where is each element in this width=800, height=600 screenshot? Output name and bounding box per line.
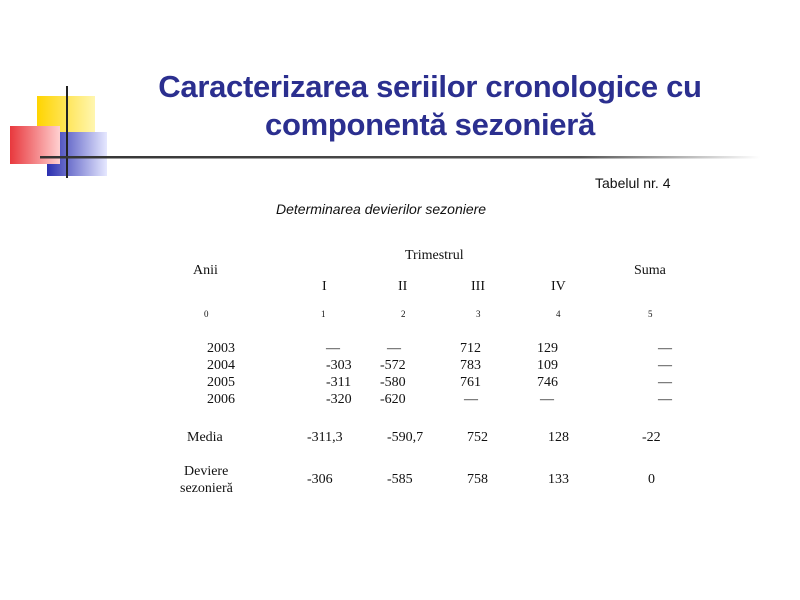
table-cell: 109 — [537, 358, 558, 373]
table-cell: -306 — [307, 472, 333, 487]
table-cell: -572 — [380, 358, 406, 373]
table-cell: -311 — [326, 375, 352, 390]
table-cell: — — [326, 341, 340, 356]
table-cell: 752 — [467, 430, 488, 445]
table-cell: — — [387, 341, 401, 356]
table-cell: — — [658, 341, 672, 356]
horizontal-rule — [40, 156, 760, 159]
title-line-2: componentă sezonieră — [265, 107, 595, 142]
table-cell: — — [658, 358, 672, 373]
table-cell: 761 — [460, 375, 481, 390]
table-row-year: 2003 — [207, 341, 235, 356]
table-row-year: 2004 — [207, 358, 235, 373]
table-cell: 746 — [537, 375, 558, 390]
quarter-iii: III — [471, 279, 485, 294]
quarter-ii: II — [398, 279, 408, 294]
table-caption: Determinarea devierilor sezoniere — [276, 201, 487, 217]
table-cell: -620 — [380, 392, 406, 407]
media-label: Media — [187, 430, 223, 445]
table-cell: 712 — [460, 341, 481, 356]
column-number: 0 — [204, 309, 209, 319]
deviation-label-line-2: sezonieră — [180, 481, 233, 496]
column-number: 5 — [648, 309, 653, 319]
vertical-rule — [66, 86, 68, 178]
table-cell: — — [658, 392, 672, 407]
table-cell: — — [540, 392, 554, 407]
deviation-label-line-1: Deviere — [184, 464, 229, 479]
table-cell: — — [658, 375, 672, 390]
table-cell: 133 — [548, 472, 569, 487]
table-cell: 758 — [467, 472, 488, 487]
column-number: 3 — [476, 309, 481, 319]
table-cell: -22 — [642, 430, 661, 445]
table-cell: 783 — [460, 358, 481, 373]
table-cell: — — [464, 392, 478, 407]
quarter-i: I — [322, 279, 327, 294]
column-number: 1 — [321, 309, 326, 319]
column-number: 2 — [401, 309, 406, 319]
table-cell: -303 — [326, 358, 352, 373]
header-quarter: Trimestrul — [405, 248, 464, 263]
table-cell: 0 — [648, 472, 655, 487]
table-cell: -320 — [326, 392, 352, 407]
table-number: Tabelul nr. 4 — [595, 175, 671, 191]
title-line-1: Caracterizarea seriilor cronologice cu — [158, 69, 702, 104]
column-number: 4 — [556, 309, 561, 319]
table-cell: -580 — [380, 375, 406, 390]
quarter-iv: IV — [551, 279, 566, 294]
header-years: Anii — [193, 263, 218, 278]
header-sum: Suma — [634, 263, 666, 278]
table-cell: -585 — [387, 472, 413, 487]
table-cell: 129 — [537, 341, 558, 356]
table-row-year: 2006 — [207, 392, 235, 407]
table-cell: 128 — [548, 430, 569, 445]
page-title — [130, 68, 730, 144]
table-cell: -311,3 — [307, 430, 343, 445]
table-row-year: 2005 — [207, 375, 235, 390]
table-cell: -590,7 — [387, 430, 424, 445]
